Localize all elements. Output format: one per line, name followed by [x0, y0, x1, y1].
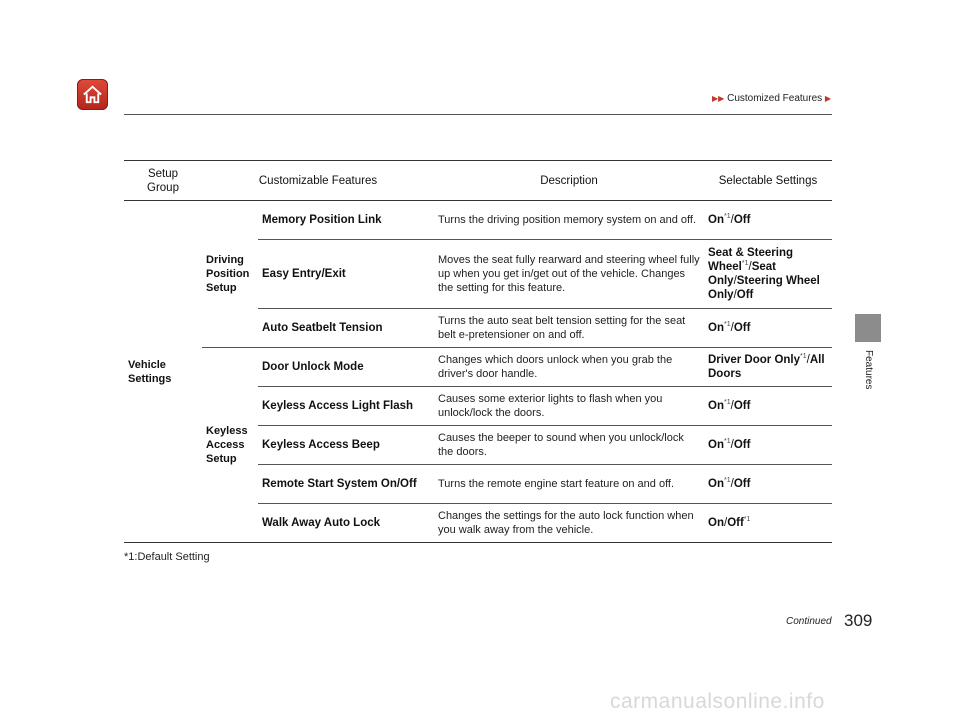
feature-description: Changes the settings for the auto lock function when you walk away from the vehicle.	[434, 504, 704, 543]
subgroup-driving-position-setup: Driving Position Setup	[202, 201, 258, 348]
section-tab-label: Features	[863, 350, 874, 390]
section-tab-marker	[855, 314, 881, 342]
feature-name: Remote Start System On/Off	[258, 465, 434, 504]
selectable-settings: Seat & Steering Wheel$^{*1}$/Seat Only/Steering Wheel Only/Off	[704, 240, 832, 309]
table-header-row	[124, 161, 832, 201]
feature-name: Walk Away Auto Lock	[258, 504, 434, 543]
group-vehicle-settings: Vehicle Settings	[124, 201, 202, 543]
page-number: 309	[844, 611, 873, 630]
selectable-settings: On$^{*1}$/Off	[704, 465, 832, 504]
continued-label[interactable]: Continued	[786, 616, 832, 627]
selectable-settings: On$^{*1}$/Off	[704, 309, 832, 348]
feature-name: Auto Seatbelt Tension	[258, 309, 434, 348]
selectable-settings: On$^{*1}$/Off	[704, 201, 832, 240]
watermark: carmanualsonline.info	[610, 690, 825, 713]
selectable-settings: On/Off$^{*1}$	[704, 504, 832, 543]
feature-name: Easy Entry/Exit	[258, 240, 434, 309]
feature-description: Causes some exterior lights to flash when you unlock/lock the doors.	[434, 387, 704, 426]
footnote: *1:Default Setting	[124, 551, 210, 563]
breadcrumb-arrows-icon: ▶▶	[712, 94, 725, 103]
feature-name: Keyless Access Light Flash	[258, 387, 434, 426]
selectable-settings: On$^{*1}$/Off	[704, 387, 832, 426]
customized-features-table	[124, 160, 832, 543]
feature-name: Keyless Access Beep	[258, 426, 434, 465]
feature-description: Moves the seat fully rearward and steering wheel fully up when you get in/get out of the vehicle. Changes the setting for this feature.	[434, 240, 704, 309]
breadcrumb[interactable]	[712, 93, 831, 104]
feature-name: Memory Position Link	[258, 201, 434, 240]
header-customizable-features: Customizable Features	[202, 161, 434, 201]
selectable-settings: On$^{*1}$/Off	[704, 426, 832, 465]
home-button[interactable]	[77, 79, 108, 110]
header-setup-group: Setup Group	[124, 161, 202, 201]
subgroup-keyless-access-setup: Keyless Access Setup	[202, 348, 258, 543]
feature-description: Turns the auto seat belt tension setting for the seat belt e-pretensioner on and off.	[434, 309, 704, 348]
feature-description: Turns the remote engine start feature on and off.	[434, 465, 704, 504]
breadcrumb-end-arrow-icon: ▶	[824, 94, 832, 103]
home-icon	[81, 83, 104, 106]
feature-description: Causes the beeper to sound when you unlock/lock the doors.	[434, 426, 704, 465]
feature-name: Door Unlock Mode	[258, 348, 434, 387]
breadcrumb-label: Customized Features	[727, 93, 823, 104]
header-rule	[124, 114, 832, 115]
header-description: Description	[434, 161, 704, 201]
table-row	[124, 348, 832, 387]
feature-description: Changes which doors unlock when you grab the driver's door handle.	[434, 348, 704, 387]
feature-description: Turns the driving position memory system on and off.	[434, 201, 704, 240]
selectable-settings: Driver Door Only$^{*1}$/All Doors	[704, 348, 832, 387]
table-row	[124, 201, 832, 240]
header-selectable-settings: Selectable Settings	[704, 161, 832, 201]
